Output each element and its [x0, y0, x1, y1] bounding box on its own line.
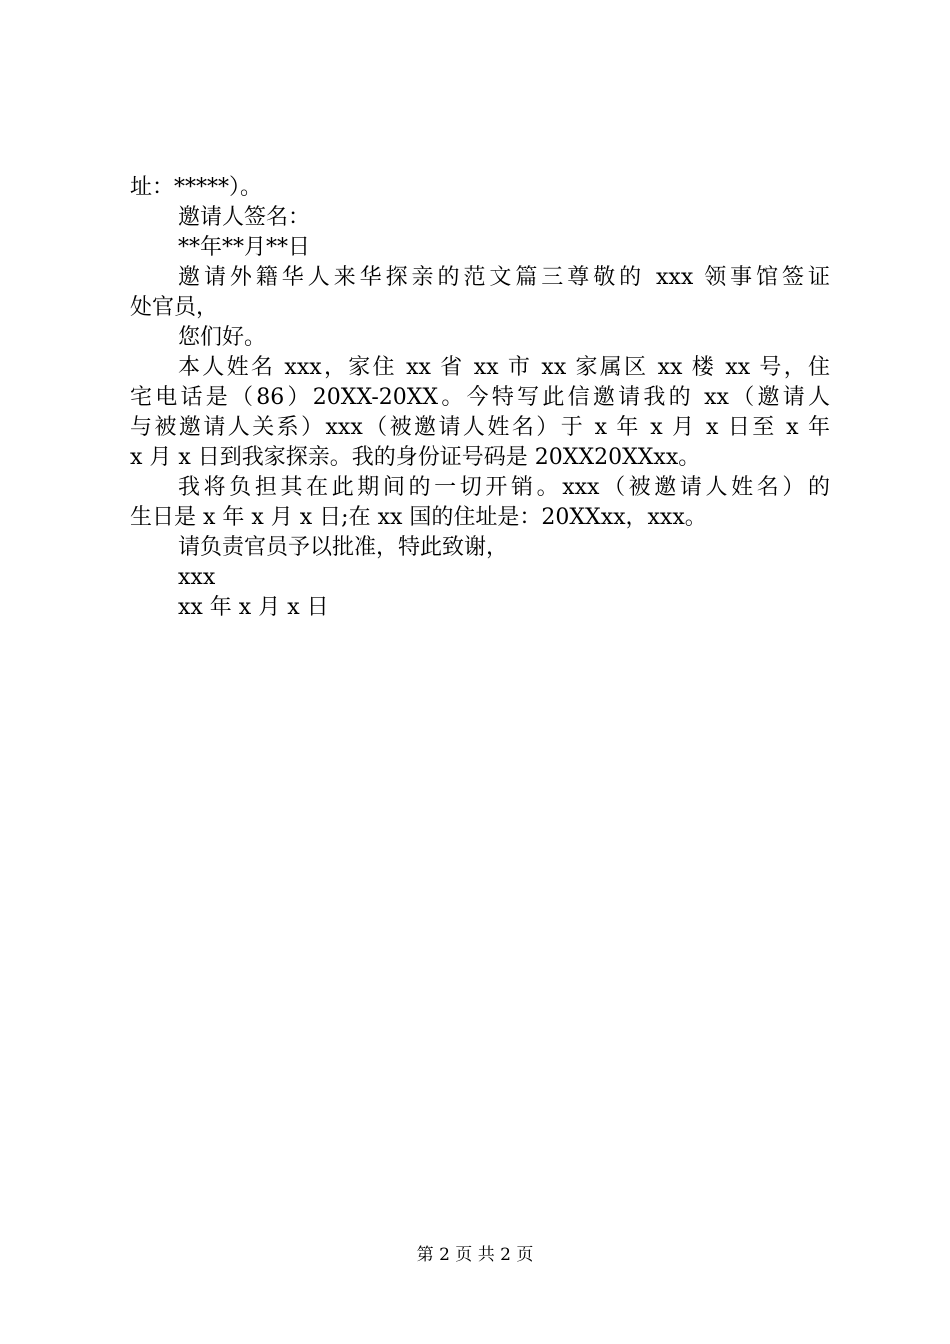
page-number-footer: 第 2 页 共 2 页 — [416, 1245, 534, 1265]
paragraph-1-line-3: 与被邀请人关系）xxx（被邀请人姓名）于 x 年 x 月 x 日至 x 年 — [130, 415, 830, 440]
greeting: 您们好。 — [178, 325, 267, 350]
paragraph-1-line-4: x 月 x 日到我家探亲。我的身份证号码是 20XX20XXxx。 — [130, 445, 701, 470]
address-tail-line: 址：*****）。 — [130, 175, 263, 200]
section-three-heading-line: 邀请外籍华人来华探亲的范文篇三尊敬的 xxx 领事馆签证 — [178, 265, 830, 290]
paragraph-1-line-2: 宅电话是（86）20XX-20XX。今特写此信邀请我的 xx（邀请人 — [130, 385, 830, 410]
signature-label: 邀请人签名： — [178, 205, 311, 230]
closing-signature: xxx — [178, 565, 216, 590]
paragraph-2-line-1: 我将负担其在此期间的一切开销。xxx（被邀请人姓名）的 — [178, 475, 830, 500]
closing-request: 请负责官员予以批准，特此致谢， — [178, 535, 509, 560]
closing-date: xx 年 x 月 x 日 — [178, 595, 329, 620]
paragraph-1-line-1: 本人姓名 xxx，家住 xx 省 xx 市 xx 家属区 xx 楼 xx 号，住 — [178, 355, 830, 380]
signature-date: **年**月**日 — [178, 235, 311, 260]
document-body — [130, 173, 830, 623]
paragraph-2-line-2: 生日是 x 年 x 月 x 日;在 xx 国的住址是：20XXxx，xxx。 — [130, 505, 707, 530]
section-three-heading-cont: 处官员， — [130, 295, 219, 320]
